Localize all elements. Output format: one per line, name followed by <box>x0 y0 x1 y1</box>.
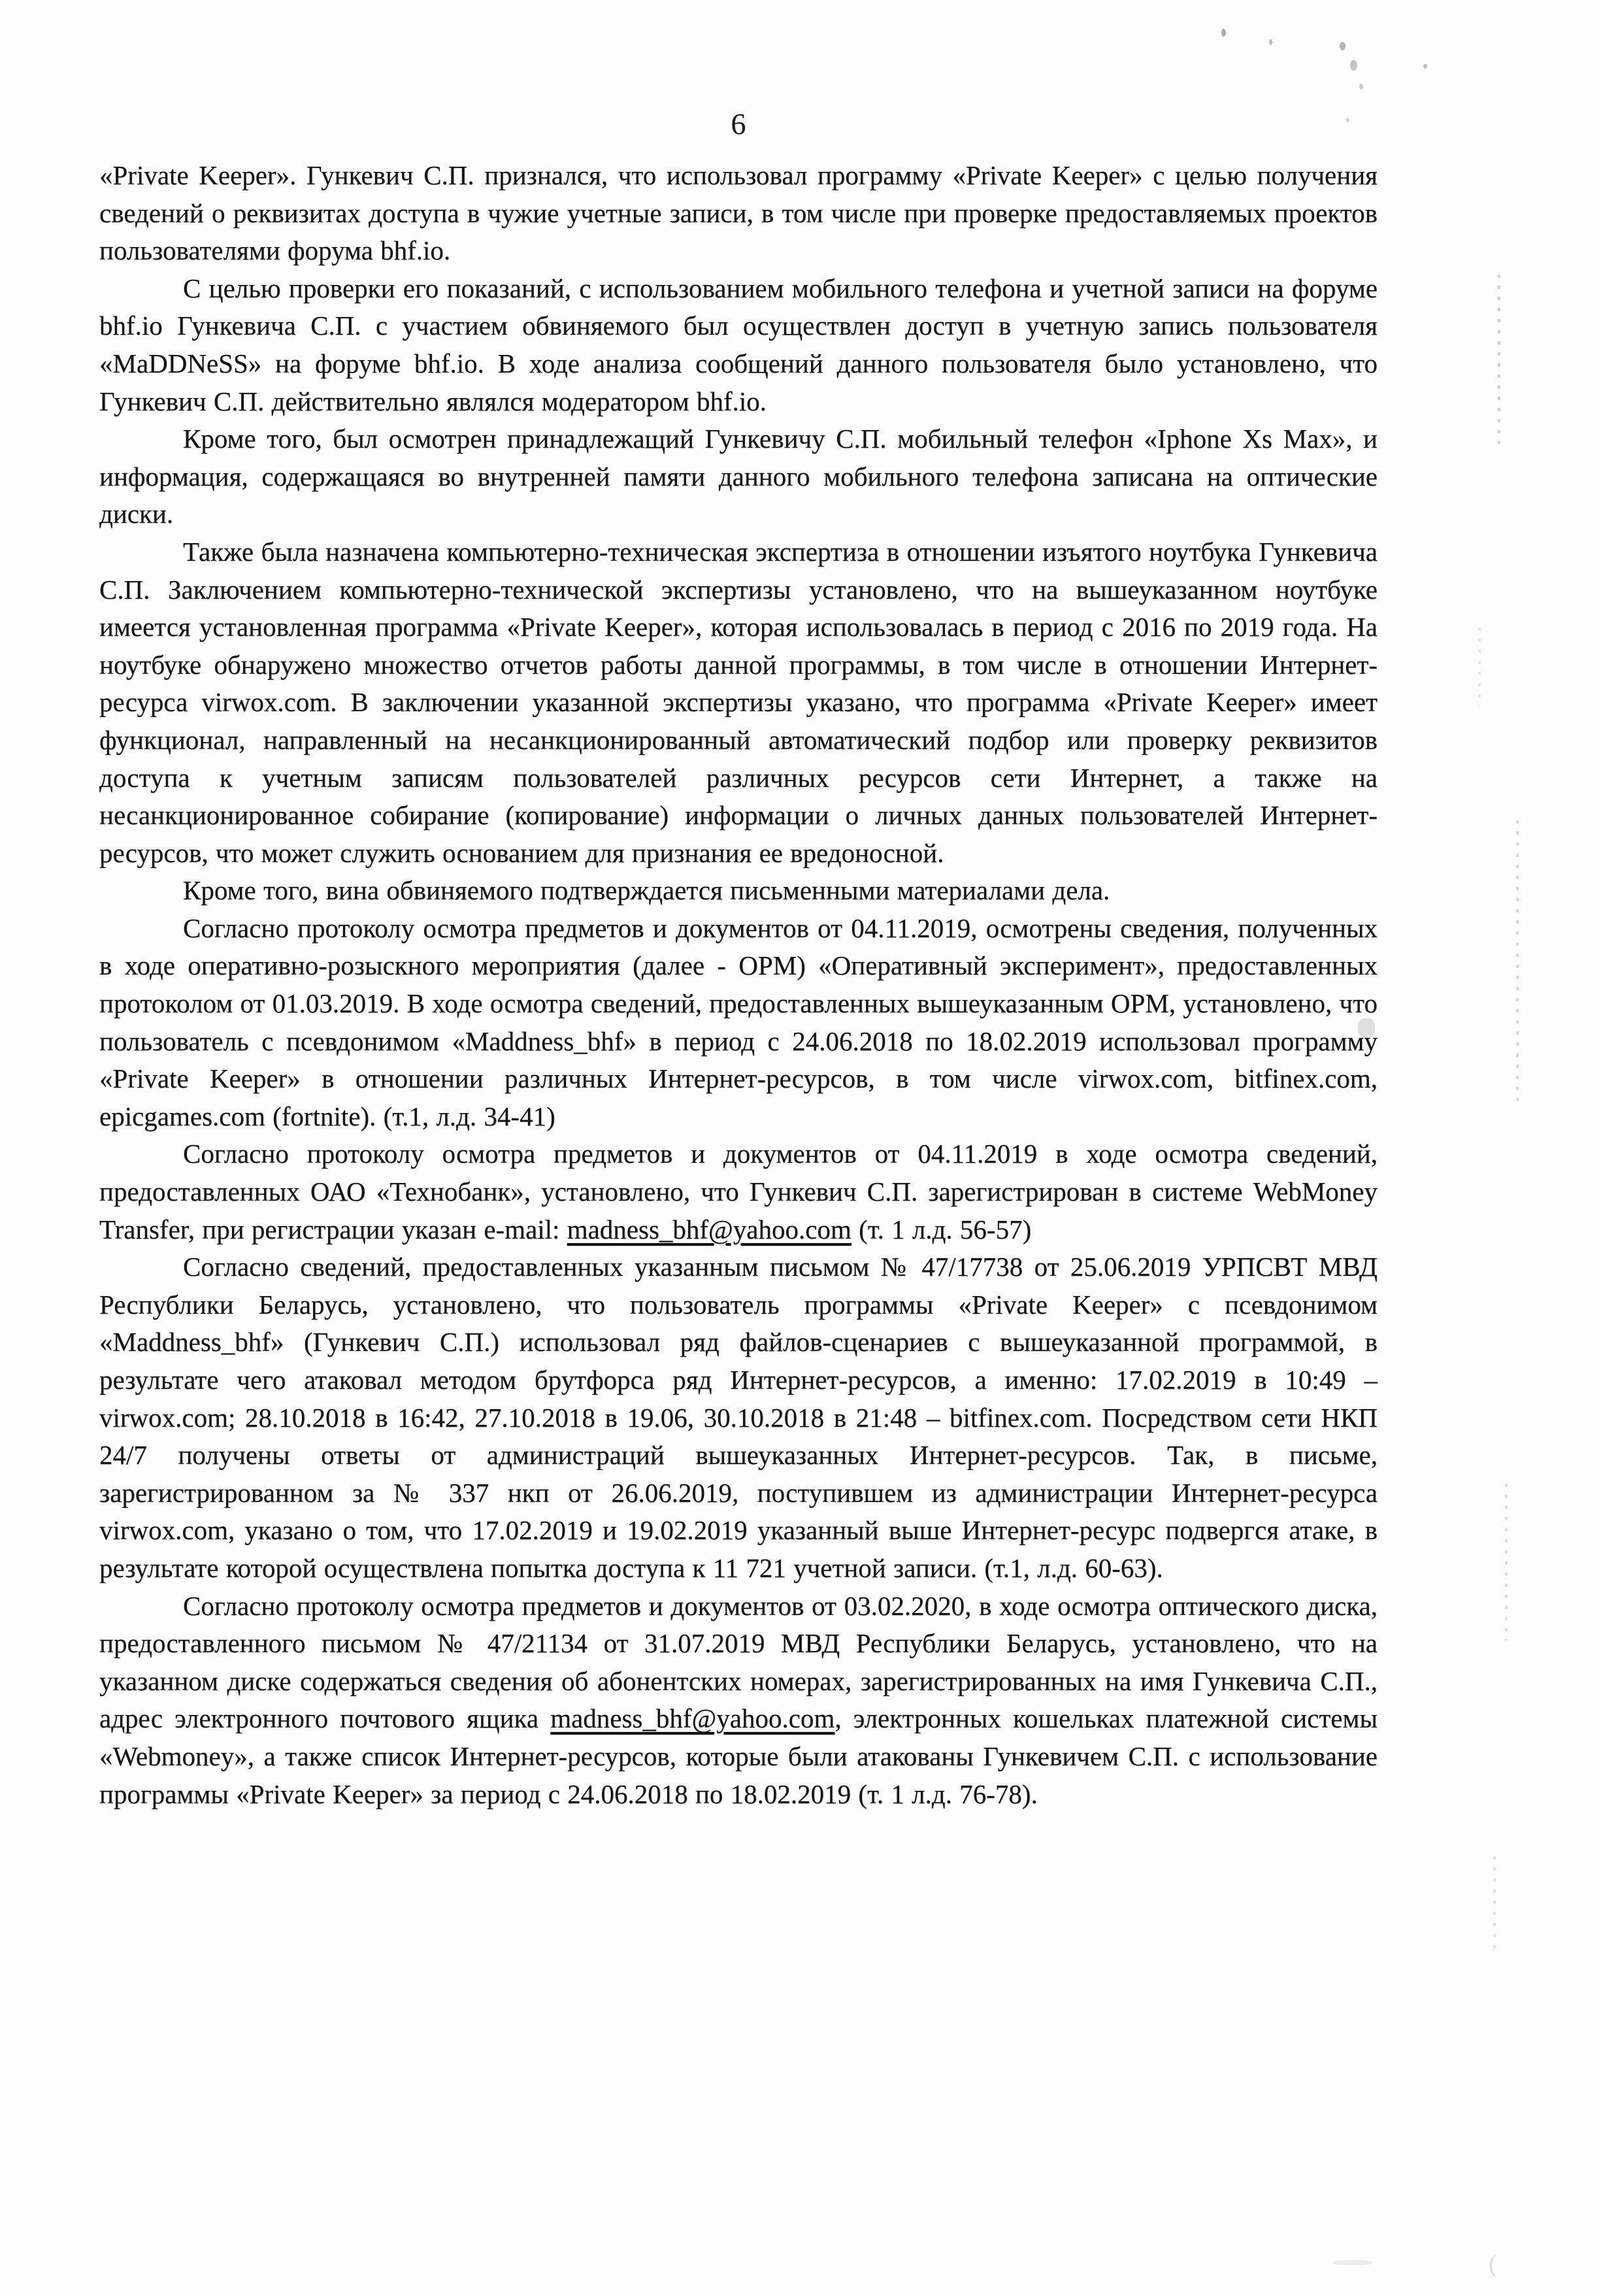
scan-noise-speck <box>1346 118 1349 122</box>
text-run: Согласно сведений, предоставленных указанным письмом № 47/17738 от 25.06.2019 УРПСВТ МВД Республики Беларусь, установлено, что пользователь программы «Private Keeper» с псевдонимом «Maddness_bhf» (Гункевич С.П.) использовал ряд файлов-сценариев с вышеуказанной программой, в результате чего атаковал методом брутфорса ряд Интернет-ресурсов, а именно: 17.02.2019 в 10:49 – virwox.com; 28.10.2018 в 16:42, 27.10.2018 в 19.06, 30.10.2018 в 21:48 – bitfinex.com. Посредством сети НКП 24/7 получены ответы от администраций вышеуказанных Интернет-ресурсов. Так, в письме, зарегистрированном за № 337 нкп от 26.06.2019, поступившем из администрации Интернет-ресурса virwox.com, указано о том, что 17.02.2019 и 19.02.2019 указанный выше Интернет-ресурс подвергся атаке, в результате которой осуществлена попытка доступа к 11 721 учетной записи. (т.1, л.д. 60-63). <box>99 1252 1378 1583</box>
paragraph-8 <box>99 1248 1378 1587</box>
underlined-email: madness_bhf@yahoo.com <box>567 1214 851 1244</box>
paragraph-7 <box>99 1135 1378 1248</box>
text-run: Кроме того, был осмотрен принадлежащий Гункевичу С.П. мобильный телефон «Iphone Xs Max», и информация, содержащаяся во внутренней памяти данного мобильного телефона записана на оптические диски. <box>99 424 1378 529</box>
text-run: С целью проверки его показаний, с использованием мобильного телефона и учетной записи на форуме bhf.io Гункевича С.П. с участием обвиняемого был осуществлен доступ в учетную запись пользователя «MaDDNeSS» на форуме bhf.io. В ходе анализа сообщений данного пользователя было установлено, что Гункевич С.П. действительно являлся модератором bhf.io. <box>99 273 1378 416</box>
text-run: (т. 1 л.д. 56-57) <box>851 1214 1032 1244</box>
scan-noise-speck <box>1340 42 1345 50</box>
paragraph-2 <box>99 270 1378 420</box>
scan-noise-smudge <box>1333 2260 1372 2265</box>
paragraph-4 <box>99 533 1378 872</box>
underlined-email: madness_bhf@yahoo.com <box>550 1703 835 1734</box>
page-number: 6 <box>731 107 746 141</box>
paragraph-1 <box>99 157 1378 270</box>
scan-noise-streak <box>1516 820 1519 1101</box>
scan-noise-streak <box>1498 275 1500 444</box>
paragraph-6 <box>99 910 1378 1136</box>
paragraph-3 <box>99 420 1378 533</box>
paragraph-5 <box>99 872 1378 910</box>
text-run: Кроме того, вина обвиняемого подтверждается письменными материалами дела. <box>183 875 1110 906</box>
text-run: Согласно протоколу осмотра предметов и документов от 03.02.2020, в ходе осмотра оптического диска, предоставленного письмом № 47/21134 от 31.07.2019 МВД Республики Беларусь, установлено, что на указанном диске содержаться сведения об абонентских номерах, зарегистрированных на имя Гункевича С.П., адрес электронного почтового ящика <box>99 1590 1378 1734</box>
text-run: Согласно протоколу осмотра предметов и документов от 04.11.2019, осмотрены сведения, полученных в ходе оперативно-розыскного мероприятия (далее - ОРМ) «Оперативный эксперимент», предоставленных протоколом от 01.03.2019. В ходе осмотра сведений, предоставленных вышеуказанным ОРМ, установлено, что пользователь с псевдонимом «Maddness_bhf» в период с 24.06.2018 по 18.02.2019 использовал программу «Private Keeper» в отношении различных Интернет-ресурсов, в том числе virwox.com, bitfinex.com, epicgames.com (fortnite). (т.1, л.д. 34-41) <box>99 912 1378 1131</box>
scan-noise-speck <box>1350 60 1357 71</box>
scan-noise-streak <box>1493 1856 1496 1954</box>
scan-noise-speck <box>1423 64 1427 69</box>
scan-noise-speck <box>1359 84 1363 90</box>
scan-noise-streak <box>1505 1484 1508 1640</box>
paragraph-9 <box>99 1588 1378 1814</box>
text-run: «Private Keeper». Гункевич С.П. признался, что использовал программу «Private Keeper» с целью получения сведений о реквизитах доступа в чужие учетные записи, в том числе при проверке предоставляемых проектов пользователями форума bhf.io. <box>99 160 1378 266</box>
text-run: Согласно протоколу осмотра предметов и документов от 04.11.2019 в ходе осмотра сведений, предоставленных ОАО «Технобанк», установлено, что Гункевич С.П. зарегистрирован в системе WebMoney Transfer, при регистрации указан e-mail: <box>99 1139 1378 1244</box>
scan-noise-speck <box>1269 39 1272 45</box>
document-body <box>99 157 1378 1813</box>
scan-noise-speck <box>1221 29 1226 37</box>
text-run: Также была назначена компьютерно-техническая экспертиза в отношении изъятого ноутбука Гункевича С.П. Заключением компьютерно-технической экспертизы установлено, что на вышеуказанном ноутбуке имеется установленная программа «Private Keeper», которая использовалась в период с 2016 по 2019 года. На ноутбуке обнаружено множество отчетов работы данной программы, в том числе в отношении Интернет-ресурса virwox.com. В заключении указанной экспертизы указано, что программа «Private Keeper» имеет функционал, направленный на несанкционированный автоматический подбор или проверку реквизитов доступа к учетным записям пользователей различных ресурсов сети Интернет, а также на несанкционированное собирание (копирование) информации о личных данных пользователей Интернет-ресурсов, что может служить основанием для признания ее вредоносной. <box>99 536 1378 868</box>
scan-noise-streak <box>1478 627 1481 706</box>
scan-noise-smudge <box>1358 1018 1375 1038</box>
scan-noise-mark: ( <box>1489 2250 1497 2278</box>
text-run: , электронных кошельках платежной системы «Webmoney», а также список Интернет-ресурсов, которые были атакованы Гункевичем С.П. с использование программы «Private Keeper» за период с 24.06.2018 по 18.02.2019 (т. 1 л.д. 76-78). <box>99 1703 1378 1809</box>
